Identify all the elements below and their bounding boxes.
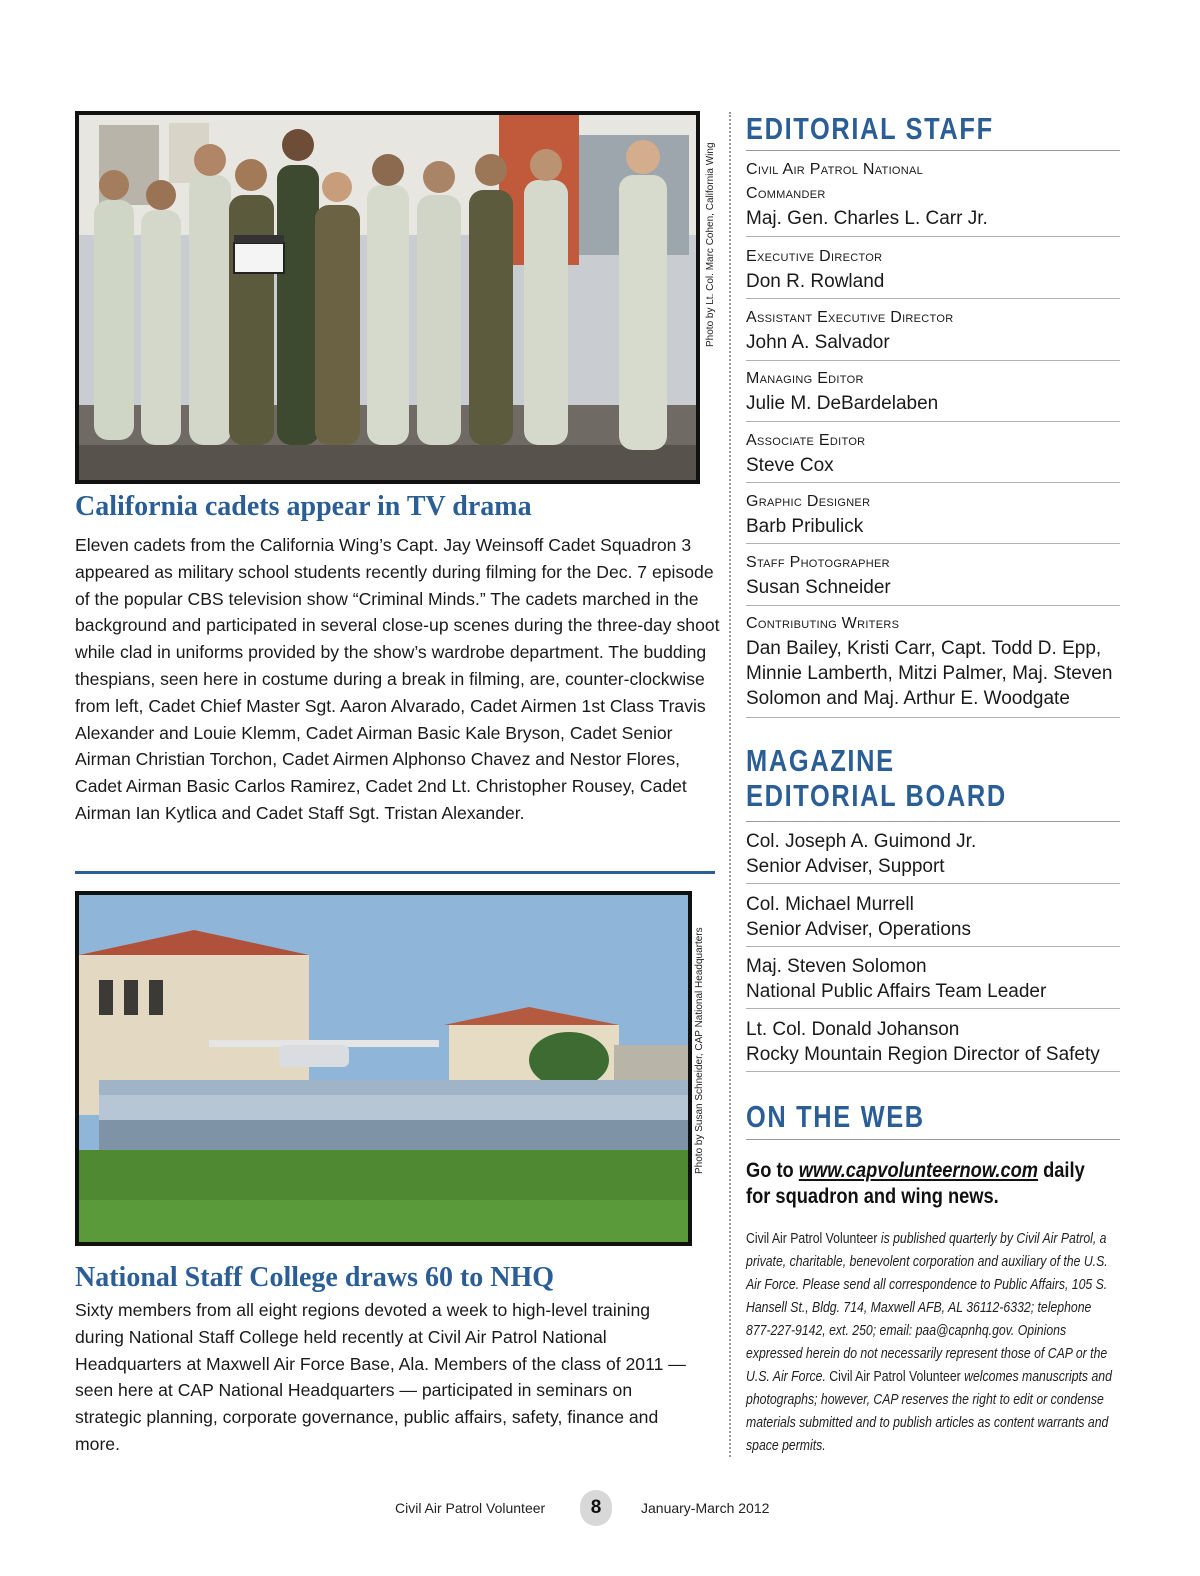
- board-member-name: Col. Joseph A. Guimond Jr.: [746, 831, 977, 852]
- story-divider: [75, 871, 715, 874]
- editorial-staff-rule: [746, 150, 1120, 151]
- editorial-board-title-line2: EDITORIAL BOARD: [746, 778, 1007, 813]
- board-member-guimond: [746, 829, 1120, 884]
- page-number: 8: [580, 1490, 612, 1526]
- staff-entry-executive-director: [746, 245, 1120, 299]
- staff-entry-assistant-executive-director: [746, 306, 1120, 361]
- web-lead-suffix: daily: [1038, 1159, 1085, 1182]
- disclaimer-part2: welcomes manuscripts and photographs; however, CAP reserves the right to edit or condense materials submitted and to publish articles as content warrants and space permits.: [746, 1369, 1112, 1454]
- staff-entry-staff-photographer: [746, 551, 1120, 606]
- board-member-name: Maj. Steven Solomon: [746, 956, 927, 977]
- cadets-photo: [75, 111, 700, 484]
- photo-credit-staff-college: Photo by Susan Schneider, CAP National Headquarters: [694, 927, 705, 1174]
- staff-entry-graphic-designer: [746, 490, 1120, 544]
- board-member-role: National Public Affairs Team Leader: [746, 981, 1047, 1002]
- staff-entry-national-commander: [746, 158, 1120, 237]
- staff-role: Executive Director: [746, 248, 883, 265]
- staff-role: Staff Photographer: [746, 554, 890, 571]
- staff-name: Maj. Gen. Charles L. Carr Jr.: [746, 208, 988, 229]
- board-member-johanson: [746, 1017, 1120, 1072]
- story2-body: Sixty members from all eight regions devoted a week to high-level training during National Staff College held recently at Civil Air Patrol National Headquarters at Maxwell Air Force Base, Ala. Members of the class of 2011 — seen here at CAP National Headquarters — participated in seminars on strategic planning, corporate governance, public affairs, safety, finance and more.: [75, 1300, 686, 1454]
- staff-name: Don R. Rowland: [746, 271, 885, 292]
- website-link[interactable]: www.capvolunteernow.com: [798, 1159, 1039, 1182]
- web-lead-line2: for squadron and wing news.: [746, 1185, 999, 1208]
- story1-body: Eleven cadets from the California Wing’s Capt. Jay Weinsoff Cadet Squadron 3 appeared as military school students recently during filming for the Dec. 7 episode of the popular CBS television show “Criminal Minds.” The cadets marched in the background and participated in several close-up scenes during the three-day shoot while clad in uniforms provided by the show’s wardrobe department. The budding thespians, seen here in costume during a break in filming, are, counter-clockwise from left, Cadet Chief Master Sgt. Aaron Alvarado, Cadet Airmen 1st Class Travis Alexander and Louie Klemm, Cadet Airman Basic Kale Bryson, Cadet Senior Airman Christian Torchon, Cadet Airmen Alphonso Chavez and Nestor Flores, Cadet Airman Basic Carlos Ramirez, Cadet 2nd Lt. Christopher Rousey, Cadet Airman Ian Kytlica and Cadet Staff Sgt. Tristan Alexander.: [75, 535, 720, 823]
- staff-role: Associate Editor: [746, 432, 866, 449]
- board-member-role: Senior Adviser, Support: [746, 856, 945, 877]
- column-divider: [729, 112, 731, 1457]
- staff-name: Susan Schneider: [746, 577, 891, 598]
- board-member-role: Rocky Mountain Region Director of Safety: [746, 1044, 1100, 1065]
- staff-role: Assistant Executive Director: [746, 309, 954, 326]
- web-lead: [746, 1158, 1085, 1210]
- staff-name: Dan Bailey, Kristi Carr, Capt. Todd D. Epp, Minnie Lamberth, Mitzi Palmer, Maj. Steven Solomon and Maj. Arthur E. Woodgate: [746, 638, 1113, 709]
- disclaimer-publication-name: Civil Air Patrol Volunteer: [746, 1231, 878, 1247]
- story1-headline: California cadets appear in TV drama: [75, 491, 532, 522]
- footer-publication: Civil Air Patrol Volunteer: [395, 1500, 546, 1516]
- web-lead-prefix: Go to: [746, 1159, 799, 1182]
- board-member-role: Senior Adviser, Operations: [746, 919, 971, 940]
- disclaimer-part1: is published quarterly by Civil Air Patrol, a private, charitable, benevolent corporation and auxiliary of the U.S. Air Force. Please send all correspondence to Public Affairs, 105 S. Hansell St., Bldg. 714, Maxwell AFB, AL 36112-6332; telephone 877-227-9142, ext. 250; email: paa@capnhq.gov. Opinions expressed herein do not necessarily represent those of CAP or the U.S. Air Force.: [746, 1231, 1108, 1385]
- staff-name: Steve Cox: [746, 455, 834, 476]
- photo-credit-cadets: Photo by Lt. Col. Marc Cohen, California Wing: [705, 142, 716, 347]
- staff-role: Civil Air Patrol National Commander: [746, 161, 924, 202]
- staff-role: Contributing Writers: [746, 615, 900, 632]
- on-the-web-rule: [746, 1139, 1120, 1140]
- staff-name: Julie M. DeBardelaben: [746, 393, 939, 414]
- staff-entry-managing-editor: [746, 367, 1120, 422]
- staff-name: John A. Salvador: [746, 332, 890, 353]
- board-member-name: Col. Michael Murrell: [746, 894, 914, 915]
- editorial-board-title-line1: MAGAZINE: [746, 743, 895, 778]
- publication-disclaimer: [746, 1228, 1118, 1458]
- staff-entry-associate-editor: [746, 429, 1120, 483]
- footer-issue: January-March 2012: [641, 1500, 770, 1516]
- staff-entry-contributing-writers: [746, 612, 1120, 718]
- on-the-web-title: ON THE WEB: [746, 1099, 925, 1134]
- disclaimer-publication-name-2: Civil Air Patrol Volunteer: [829, 1369, 961, 1385]
- staff-name: Barb Pribulick: [746, 516, 864, 537]
- staff-role: Managing Editor: [746, 370, 864, 387]
- story2-headline: National Staff College draws 60 to NHQ: [75, 1262, 555, 1293]
- board-member-solomon: [746, 954, 1120, 1009]
- board-member-murrell: [746, 892, 1120, 947]
- staff-college-photo: [75, 891, 692, 1246]
- editorial-board-rule: [746, 821, 1120, 822]
- staff-role: Graphic Designer: [746, 493, 871, 510]
- board-member-name: Lt. Col. Donald Johanson: [746, 1019, 960, 1040]
- editorial-staff-title: EDITORIAL STAFF: [746, 111, 994, 146]
